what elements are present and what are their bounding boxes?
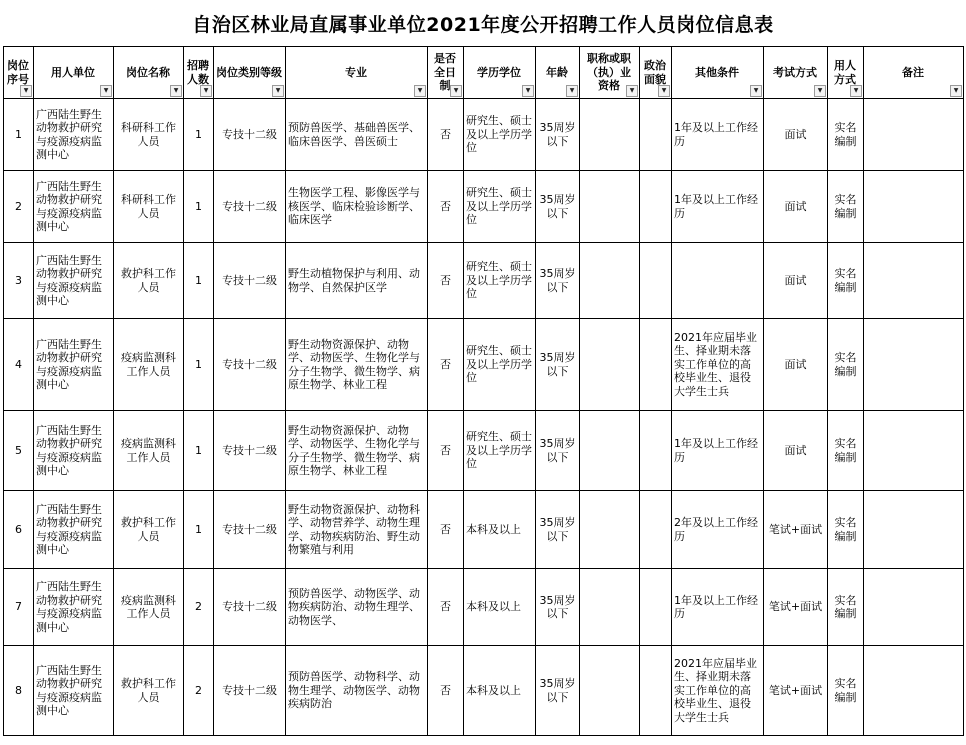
col-header-qualification[interactable] <box>580 47 640 99</box>
cell-political[interactable] <box>640 171 672 243</box>
cell-count[interactable]: 2 <box>184 569 214 646</box>
cell-education[interactable]: 研究生、硕士及以上学历学位 <box>464 319 536 411</box>
header-label: 用人单位 <box>51 65 95 79</box>
header-label: 政治面貌 <box>644 59 666 86</box>
col-header-seq[interactable] <box>4 47 34 99</box>
cell-other[interactable]: 1年及以上工作经历 <box>672 569 764 646</box>
cell-employment[interactable]: 实名编制 <box>828 411 864 491</box>
cell-exam[interactable]: 面试 <box>764 411 828 491</box>
cell-grade[interactable]: 专技十二级 <box>214 646 286 736</box>
cell-fulltime[interactable]: 否 <box>428 243 464 319</box>
cell-major[interactable]: 预防兽医学、基础兽医学、临床兽医学、兽医硕士 <box>286 99 428 171</box>
cell-seq[interactable]: 1 <box>4 99 34 171</box>
cell-age[interactable]: 35周岁以下 <box>536 243 580 319</box>
cell-major[interactable]: 预防兽医学、动物医学、动物疾病防治、动物生理学、动物医学、 <box>286 569 428 646</box>
cell-qualification[interactable] <box>580 646 640 736</box>
cell-other[interactable]: 1年及以上工作经历 <box>672 411 764 491</box>
cell-remark[interactable] <box>864 569 964 646</box>
cell-grade[interactable]: 专技十二级 <box>214 243 286 319</box>
cell-education[interactable]: 研究生、硕士及以上学历学位 <box>464 171 536 243</box>
col-header-education[interactable] <box>464 47 536 99</box>
cell-age[interactable]: 35周岁以下 <box>536 411 580 491</box>
cell-grade[interactable]: 专技十二级 <box>214 491 286 569</box>
col-header-political[interactable] <box>640 47 672 99</box>
cell-exam[interactable]: 面试 <box>764 99 828 171</box>
cell-political[interactable] <box>640 569 672 646</box>
table-row <box>4 243 964 319</box>
cell-other[interactable]: 2021年应届毕业生、择业期未落实工作单位的高校毕业生、退役大学生士兵 <box>672 646 764 736</box>
cell-employment[interactable]: 实名编制 <box>828 99 864 171</box>
col-header-position[interactable] <box>114 47 184 99</box>
col-header-count[interactable] <box>184 47 214 99</box>
cell-employment[interactable]: 实名编制 <box>828 491 864 569</box>
cell-seq[interactable]: 6 <box>4 491 34 569</box>
cell-major[interactable]: 野生动物资源保护、动物学、动物医学、生物化学与分子生物学、微生物学、病原生物学、林业工程 <box>286 411 428 491</box>
cell-employer[interactable]: 广西陆生野生动物救护研究与疫源疫病监测中心 <box>34 171 114 243</box>
cell-exam[interactable]: 面试 <box>764 243 828 319</box>
cell-count[interactable]: 2 <box>184 646 214 736</box>
cell-qualification[interactable] <box>580 411 640 491</box>
dropdown-filter-icon[interactable]: ▼ <box>200 85 212 97</box>
cell-employment[interactable]: 实名编制 <box>828 569 864 646</box>
cell-fulltime[interactable]: 否 <box>428 411 464 491</box>
cell-qualification[interactable] <box>580 569 640 646</box>
dropdown-filter-icon[interactable]: ▼ <box>272 85 284 97</box>
cell-employment[interactable]: 实名编制 <box>828 171 864 243</box>
cell-count[interactable]: 1 <box>184 319 214 411</box>
cell-qualification[interactable] <box>580 243 640 319</box>
cell-employer[interactable]: 广西陆生野生动物救护研究与疫源疫病监测中心 <box>34 319 114 411</box>
cell-position[interactable]: 救护科工作人员 <box>114 646 184 736</box>
page-title: 自治区林业局直属事业单位2021年度公开招聘工作人员岗位信息表 <box>192 14 774 36</box>
dropdown-filter-icon[interactable]: ▼ <box>626 85 638 97</box>
header-label: 用人方式 <box>834 59 856 86</box>
cell-exam[interactable]: 笔试+面试 <box>764 646 828 736</box>
cell-employer[interactable]: 广西陆生野生动物救护研究与疫源疫病监测中心 <box>34 411 114 491</box>
header-label: 岗位类别等级 <box>216 65 282 79</box>
cell-employment[interactable]: 实名编制 <box>828 319 864 411</box>
dropdown-filter-icon[interactable]: ▼ <box>658 85 670 97</box>
cell-exam[interactable]: 面试 <box>764 171 828 243</box>
cell-exam[interactable]: 笔试+面试 <box>764 491 828 569</box>
cell-other[interactable]: 2021年应届毕业生、择业期未落实工作单位的高校毕业生、退役大学生士兵 <box>672 319 764 411</box>
dropdown-filter-icon[interactable]: ▼ <box>850 85 862 97</box>
cell-position[interactable]: 救护科工作人员 <box>114 491 184 569</box>
col-header-employment[interactable] <box>828 47 864 99</box>
cell-exam[interactable]: 笔试+面试 <box>764 569 828 646</box>
cell-qualification[interactable] <box>580 171 640 243</box>
cell-count[interactable]: 1 <box>184 99 214 171</box>
dropdown-filter-icon[interactable]: ▼ <box>566 85 578 97</box>
col-header-fulltime[interactable] <box>428 47 464 99</box>
cell-major[interactable]: 野生动物资源保护、动物学、动物医学、生物化学与分子生物学、微生物学、病原生物学、林业工程 <box>286 319 428 411</box>
cell-other[interactable]: 2年及以上工作经历 <box>672 491 764 569</box>
cell-education[interactable]: 研究生、硕士及以上学历学位 <box>464 243 536 319</box>
cell-position[interactable]: 疫病监测科工作人员 <box>114 319 184 411</box>
cell-position[interactable]: 科研科工作人员 <box>114 171 184 243</box>
col-header-grade[interactable] <box>214 47 286 99</box>
cell-major[interactable]: 野生动植物保护与利用、动物学、自然保护区学 <box>286 243 428 319</box>
cell-political[interactable] <box>640 243 672 319</box>
cell-remark[interactable] <box>864 646 964 736</box>
cell-political[interactable] <box>640 411 672 491</box>
cell-exam[interactable]: 面试 <box>764 319 828 411</box>
cell-major[interactable]: 生物医学工程、影像医学与核医学、临床检验诊断学、临床医学 <box>286 171 428 243</box>
cell-political[interactable] <box>640 99 672 171</box>
cell-position[interactable]: 疫病监测科工作人员 <box>114 411 184 491</box>
col-header-other[interactable] <box>672 47 764 99</box>
cell-position[interactable]: 救护科工作人员 <box>114 243 184 319</box>
header-label: 招聘人数 <box>187 59 209 86</box>
dropdown-filter-icon[interactable]: ▼ <box>950 85 962 97</box>
cell-employer[interactable]: 广西陆生野生动物救护研究与疫源疫病监测中心 <box>34 646 114 736</box>
dropdown-filter-icon[interactable]: ▼ <box>450 85 462 97</box>
header-row <box>4 47 964 99</box>
cell-remark[interactable] <box>864 319 964 411</box>
cell-education[interactable]: 本科及以上 <box>464 569 536 646</box>
positions-table <box>3 46 964 736</box>
header-label: 职称或职（执）业资格 <box>587 52 631 93</box>
cell-employment[interactable]: 实名编制 <box>828 646 864 736</box>
table-row <box>4 411 964 491</box>
cell-major[interactable]: 预防兽医学、动物科学、动物生理学、动物医学、动物疾病防治 <box>286 646 428 736</box>
cell-other[interactable]: 1年及以上工作经历 <box>672 171 764 243</box>
header-label: 专业 <box>345 65 367 79</box>
cell-qualification[interactable] <box>580 319 640 411</box>
header-label: 岗位序号 <box>7 59 29 86</box>
cell-major[interactable]: 野生动物资源保护、动物科学、动物营养学、动物生理学、动物疾病防治、野生动物繁殖与利用 <box>286 491 428 569</box>
cell-other[interactable] <box>672 243 764 319</box>
cell-seq[interactable]: 3 <box>4 243 34 319</box>
cell-age[interactable]: 35周岁以下 <box>536 491 580 569</box>
cell-count[interactable]: 1 <box>184 411 214 491</box>
cell-fulltime[interactable]: 否 <box>428 99 464 171</box>
cell-employer[interactable]: 广西陆生野生动物救护研究与疫源疫病监测中心 <box>34 99 114 171</box>
dropdown-filter-icon[interactable]: ▼ <box>750 85 762 97</box>
dropdown-filter-icon[interactable]: ▼ <box>814 85 826 97</box>
table-row <box>4 319 964 411</box>
dropdown-filter-icon[interactable]: ▼ <box>20 85 32 97</box>
cell-fulltime[interactable]: 否 <box>428 646 464 736</box>
cell-grade[interactable]: 专技十二级 <box>214 411 286 491</box>
cell-qualification[interactable] <box>580 491 640 569</box>
cell-age[interactable]: 35周岁以下 <box>536 319 580 411</box>
cell-grade[interactable]: 专技十二级 <box>214 99 286 171</box>
cell-position[interactable]: 科研科工作人员 <box>114 99 184 171</box>
cell-age[interactable]: 35周岁以下 <box>536 569 580 646</box>
cell-employment[interactable]: 实名编制 <box>828 243 864 319</box>
cell-seq[interactable]: 7 <box>4 569 34 646</box>
cell-remark[interactable] <box>864 411 964 491</box>
col-header-age[interactable] <box>536 47 580 99</box>
header-label: 岗位名称 <box>126 65 170 79</box>
table-row <box>4 569 964 646</box>
col-header-major[interactable] <box>286 47 428 99</box>
cell-political[interactable] <box>640 646 672 736</box>
cell-employer[interactable]: 广西陆生野生动物救护研究与疫源疫病监测中心 <box>34 243 114 319</box>
cell-education[interactable]: 本科及以上 <box>464 491 536 569</box>
cell-remark[interactable] <box>864 491 964 569</box>
header-label: 年龄 <box>546 65 568 79</box>
cell-age[interactable]: 35周岁以下 <box>536 171 580 243</box>
table-row <box>4 491 964 569</box>
header-label: 学历学位 <box>477 65 521 79</box>
cell-political[interactable] <box>640 491 672 569</box>
cell-education[interactable]: 本科及以上 <box>464 646 536 736</box>
dropdown-filter-icon[interactable]: ▼ <box>100 85 112 97</box>
dropdown-filter-icon[interactable]: ▼ <box>170 85 182 97</box>
cell-count[interactable]: 1 <box>184 243 214 319</box>
cell-seq[interactable]: 2 <box>4 171 34 243</box>
table-row <box>4 171 964 243</box>
cell-grade[interactable]: 专技十二级 <box>214 319 286 411</box>
cell-other[interactable]: 1年及以上工作经历 <box>672 99 764 171</box>
cell-age[interactable]: 35周岁以下 <box>536 99 580 171</box>
cell-seq[interactable]: 4 <box>4 319 34 411</box>
cell-education[interactable]: 研究生、硕士及以上学历学位 <box>464 411 536 491</box>
header-label: 是否全日制 <box>434 52 456 93</box>
cell-fulltime[interactable]: 否 <box>428 569 464 646</box>
col-header-exam[interactable] <box>764 47 828 99</box>
cell-position[interactable]: 疫病监测科工作人员 <box>114 569 184 646</box>
table-row <box>4 99 964 171</box>
cell-grade[interactable]: 专技十二级 <box>214 569 286 646</box>
cell-seq[interactable]: 8 <box>4 646 34 736</box>
col-header-remark[interactable] <box>864 47 964 99</box>
cell-fulltime[interactable]: 否 <box>428 491 464 569</box>
cell-education[interactable]: 研究生、硕士及以上学历学位 <box>464 99 536 171</box>
col-header-employer[interactable] <box>34 47 114 99</box>
cell-fulltime[interactable]: 否 <box>428 319 464 411</box>
cell-employer[interactable]: 广西陆生野生动物救护研究与疫源疫病监测中心 <box>34 491 114 569</box>
cell-count[interactable]: 1 <box>184 491 214 569</box>
table-row <box>4 646 964 736</box>
cell-political[interactable] <box>640 319 672 411</box>
cell-grade[interactable]: 专技十二级 <box>214 171 286 243</box>
dropdown-filter-icon[interactable]: ▼ <box>522 85 534 97</box>
cell-employer[interactable]: 广西陆生野生动物救护研究与疫源疫病监测中心 <box>34 569 114 646</box>
header-label: 考试方式 <box>773 65 817 79</box>
cell-seq[interactable]: 5 <box>4 411 34 491</box>
dropdown-filter-icon[interactable]: ▼ <box>414 85 426 97</box>
header-label: 备注 <box>902 65 924 79</box>
cell-remark[interactable] <box>864 243 964 319</box>
cell-qualification[interactable] <box>580 99 640 171</box>
cell-age[interactable]: 35周岁以下 <box>536 646 580 736</box>
cell-remark[interactable] <box>864 99 964 171</box>
cell-count[interactable]: 1 <box>184 171 214 243</box>
cell-remark[interactable] <box>864 171 964 243</box>
cell-fulltime[interactable]: 否 <box>428 171 464 243</box>
header-label: 其他条件 <box>695 65 739 79</box>
